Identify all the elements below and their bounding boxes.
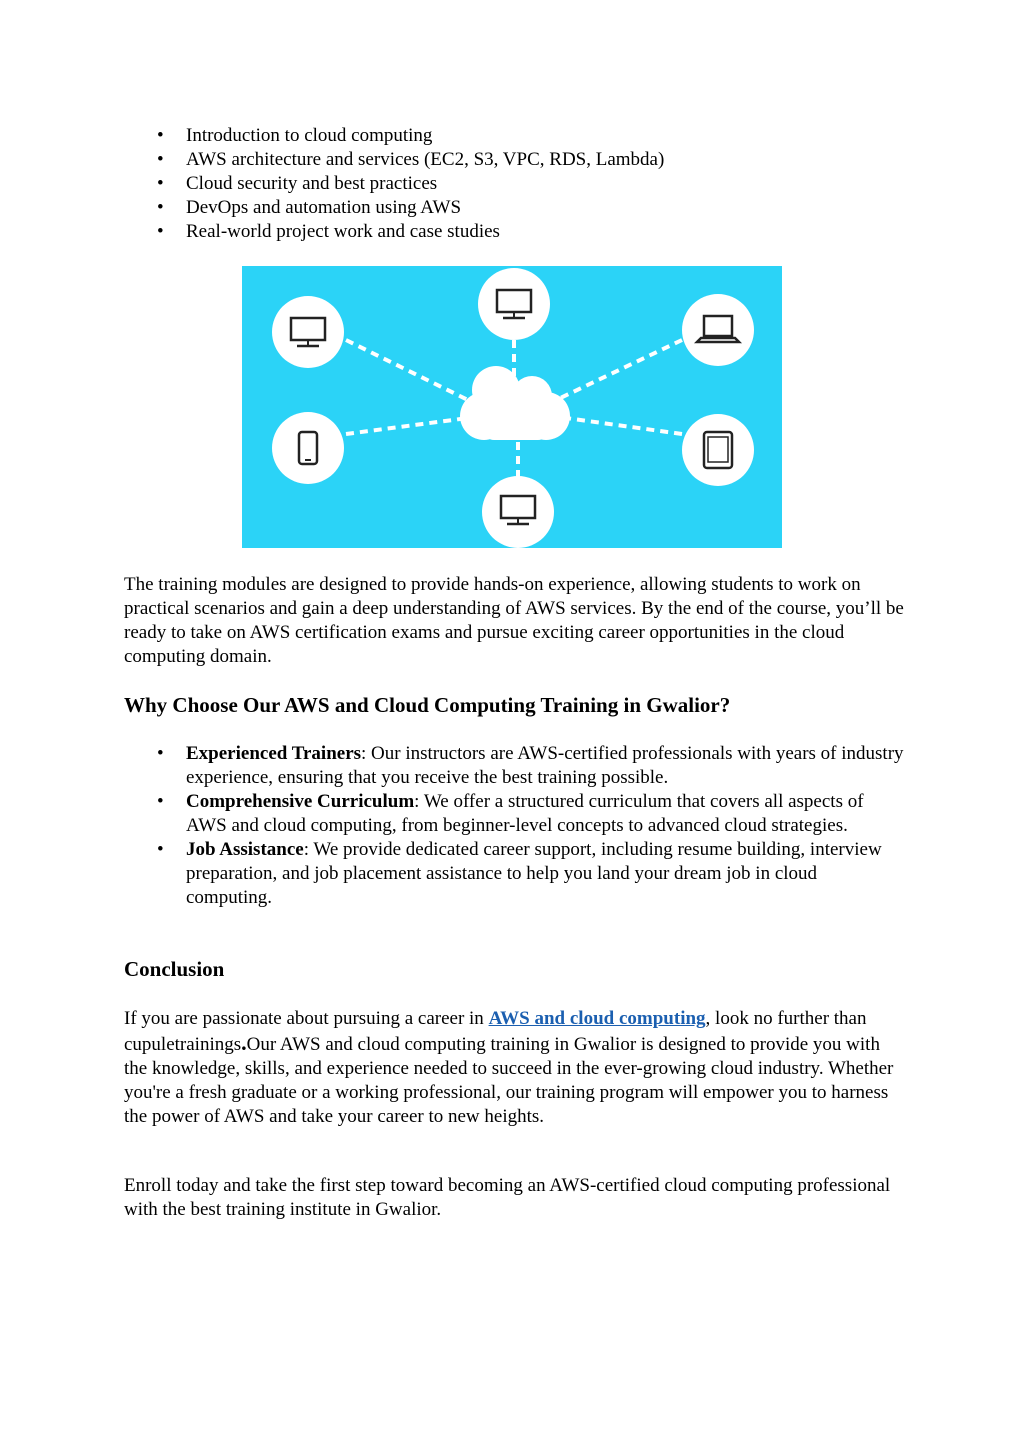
bullet-icon: • xyxy=(157,125,164,146)
bullet-icon: • xyxy=(157,743,164,764)
bullet-icon: • xyxy=(157,173,164,194)
connector-line xyxy=(566,418,682,434)
monitor-icon xyxy=(272,296,344,368)
topics-list xyxy=(124,124,664,244)
cloud-icon xyxy=(460,366,570,440)
tablet-icon xyxy=(682,414,754,486)
why-choose-heading: Why Choose Our AWS and Cloud Computing Training in Gwalior? xyxy=(124,693,731,717)
list-item: • Real-world project work and case studies xyxy=(157,221,500,242)
connector-line xyxy=(552,340,682,402)
list-item: • DevOps and automation using AWS xyxy=(157,197,462,218)
monitor-icon xyxy=(482,476,554,548)
bullet-icon: • xyxy=(157,221,164,242)
list-item: • Experienced Trainers: Our instructors are AWS-certified professionals with years of industry experience, ensuring that you receive the best training possible. xyxy=(157,743,904,788)
benefits-list xyxy=(124,742,904,910)
bullet-icon: • xyxy=(157,197,164,218)
connector-line xyxy=(346,418,468,434)
laptop-icon xyxy=(682,294,754,366)
intro-paragraph: The training modules are designed to provide hands-on experience, allowing students to work on practical scenarios and gain a deep understanding of AWS services. By the end of the course, you’ll be ready to take on AWS certification exams and pursue exciting career opportunities in the cloud computing domain. xyxy=(124,574,904,667)
list-item: • AWS architecture and services (EC2, S3, VPC, RDS, Lambda) xyxy=(157,149,665,170)
smartphone-icon xyxy=(272,412,344,484)
aws-cloud-link[interactable]: AWS and cloud computing xyxy=(488,1008,706,1029)
list-item: • Cloud security and best practices xyxy=(157,173,438,194)
list-item: • Job Assistance: We provide dedicated career support, including resume building, interview preparation, and job placement assistance to help you land your dream job in cloud computing. xyxy=(157,839,882,908)
cloud-network-diagram xyxy=(242,266,782,548)
bullet-icon: • xyxy=(157,839,164,860)
list-item: • Introduction to cloud computing xyxy=(157,125,433,146)
list-item: • Comprehensive Curriculum: We offer a structured curriculum that covers all aspects of AWS and cloud computing, from beginner-level concepts to advanced cloud strategies. xyxy=(157,791,864,836)
bullet-icon: • xyxy=(157,791,164,812)
connector-line xyxy=(346,340,472,402)
monitor-icon xyxy=(478,268,550,340)
bullet-icon: • xyxy=(157,149,164,170)
conclusion-heading: Conclusion xyxy=(124,957,225,981)
conclusion-paragraph: If you are passionate about pursuing a career in AWS and cloud computing, look no further than cupuletrainings.Our AWS and cloud computing training in Gwalior is designed to provide you with the knowledge, skills, and experience needed to succeed in the ever-growing cloud industry. Whether you're a fresh graduate or a working professional, our training program will empower you to harness the power of AWS and take your career to new heights. xyxy=(124,1008,894,1127)
enroll-paragraph: Enroll today and take the first step toward becoming an AWS-certified cloud computing professional with the best training institute in Gwalior. xyxy=(124,1175,891,1220)
